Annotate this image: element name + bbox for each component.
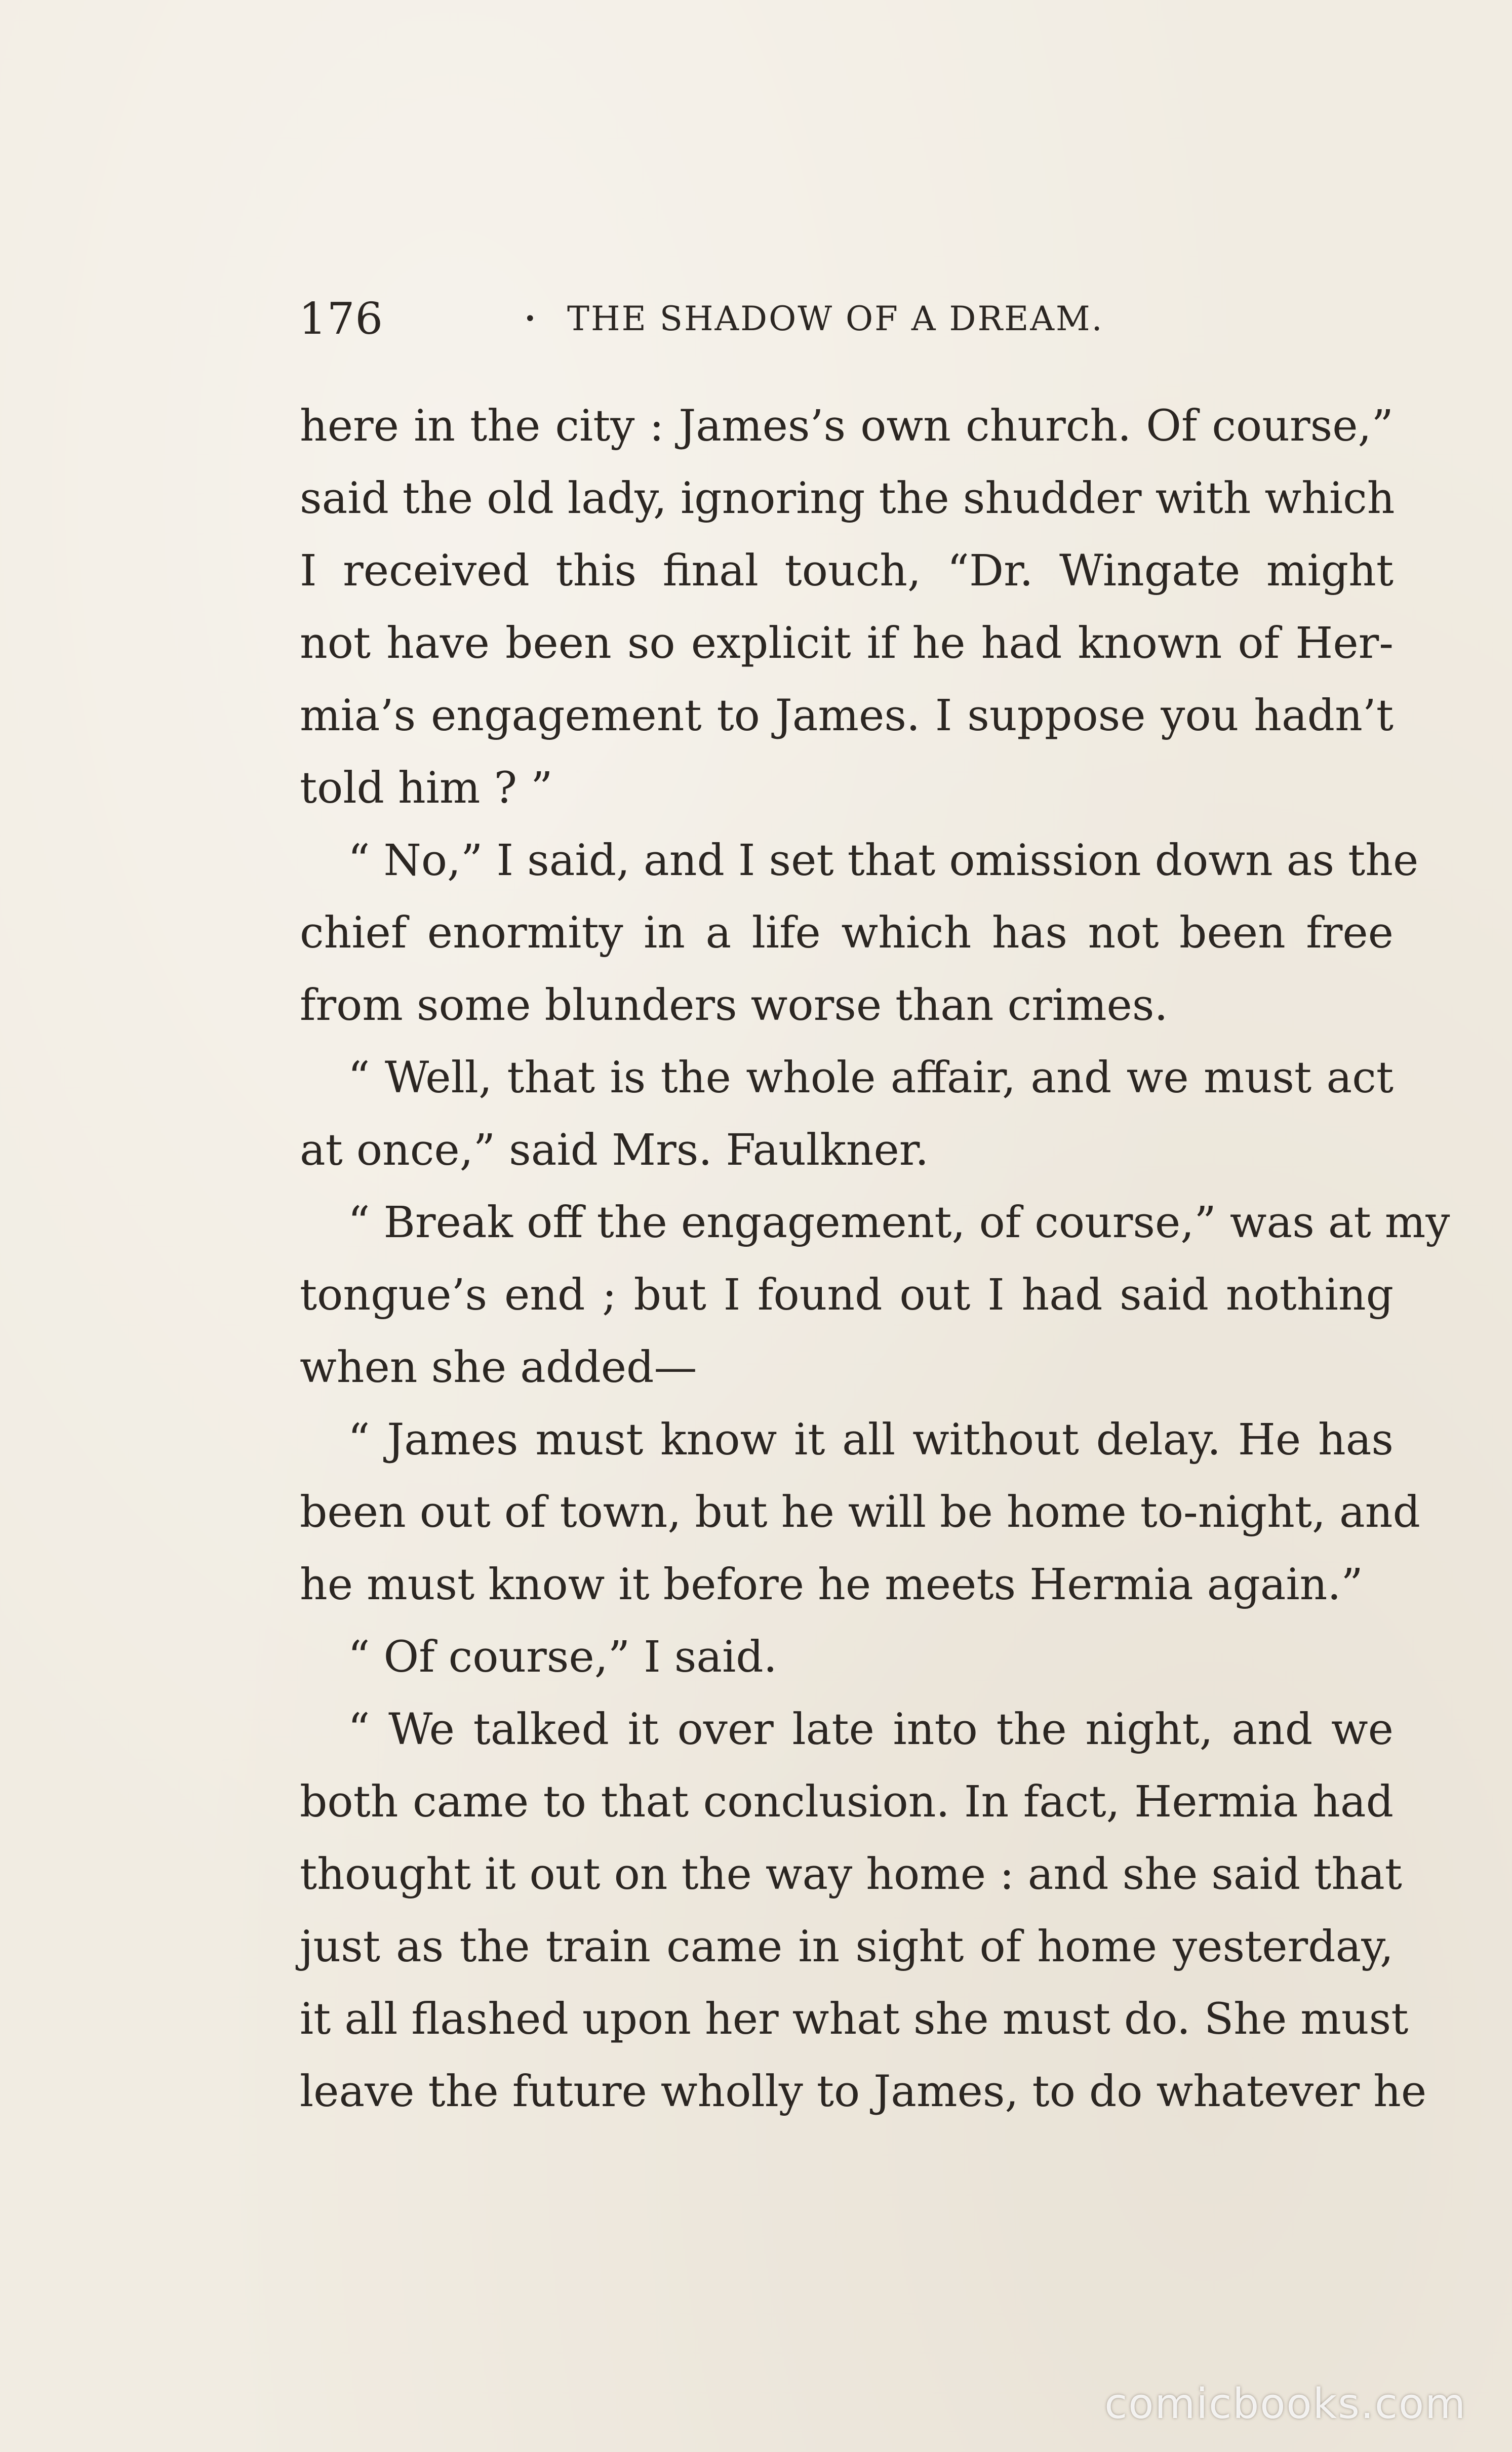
watermark: comicbooks.com bbox=[1104, 2380, 1466, 2428]
text-line-22: just as the train came in sight of home yesterday, bbox=[300, 1922, 1394, 1972]
text-line-11: at once,” said Mrs. Faulkner. bbox=[300, 1125, 929, 1175]
text-line-9: from some blunders worse than crimes. bbox=[300, 980, 1168, 1031]
text-line-20: both came to that conclusion. In fact, Hermia had bbox=[300, 1777, 1394, 1827]
text-line-16: been out of town, but he will be home to-night, and bbox=[300, 1487, 1420, 1537]
text-line-5: mia’s engagement to James. I suppose you hadn’t bbox=[300, 691, 1394, 741]
text-line-15: “ James must know it all without delay. He has bbox=[348, 1415, 1394, 1465]
text-line-24: leave the future wholly to James, to do whatever he bbox=[300, 2067, 1427, 2117]
running-title: THE SHADOW OF A DREAM. bbox=[567, 299, 1104, 338]
text-line-19: “ We talked it over late into the night, and we bbox=[348, 1705, 1394, 1755]
text-line-13: tongue’s end ; but I found out I had said nothing bbox=[300, 1270, 1394, 1320]
header-bullet: • bbox=[524, 307, 536, 331]
text-line-2: said the old lady, ignoring the shudder with which bbox=[300, 473, 1395, 524]
text-line-23: it all flashed upon her what she must do. She must bbox=[300, 1994, 1409, 2044]
page-number: 176 bbox=[299, 294, 384, 344]
body-text bbox=[300, 390, 1450, 2128]
text-line-7: “ No,” I said, and I set that omission down as the bbox=[348, 836, 1419, 886]
text-line-21: thought it out on the way home : and she said that bbox=[300, 1849, 1402, 1900]
text-line-12: “ Break off the engagement, of course,” was at my bbox=[348, 1198, 1450, 1248]
text-line-8: chief enormity in a life which has not been free bbox=[300, 908, 1394, 958]
text-line-1: here in the city : James’s own church. Of course,” bbox=[300, 401, 1394, 451]
text-line-4: not have been so explicit if he had known of Her- bbox=[300, 618, 1394, 668]
text-line-3: I received this final touch, “Dr. Wingate might bbox=[300, 546, 1394, 596]
text-line-10: “ Well, that is the whole affair, and we must act bbox=[348, 1053, 1394, 1103]
text-line-14: when she added— bbox=[300, 1342, 697, 1393]
text-line-6: told him ? ” bbox=[300, 763, 553, 813]
text-line-17: he must know it before he meets Hermia again.” bbox=[300, 1560, 1363, 1610]
running-head bbox=[299, 291, 1403, 347]
text-line-18: “ Of course,” I said. bbox=[348, 1632, 777, 1682]
